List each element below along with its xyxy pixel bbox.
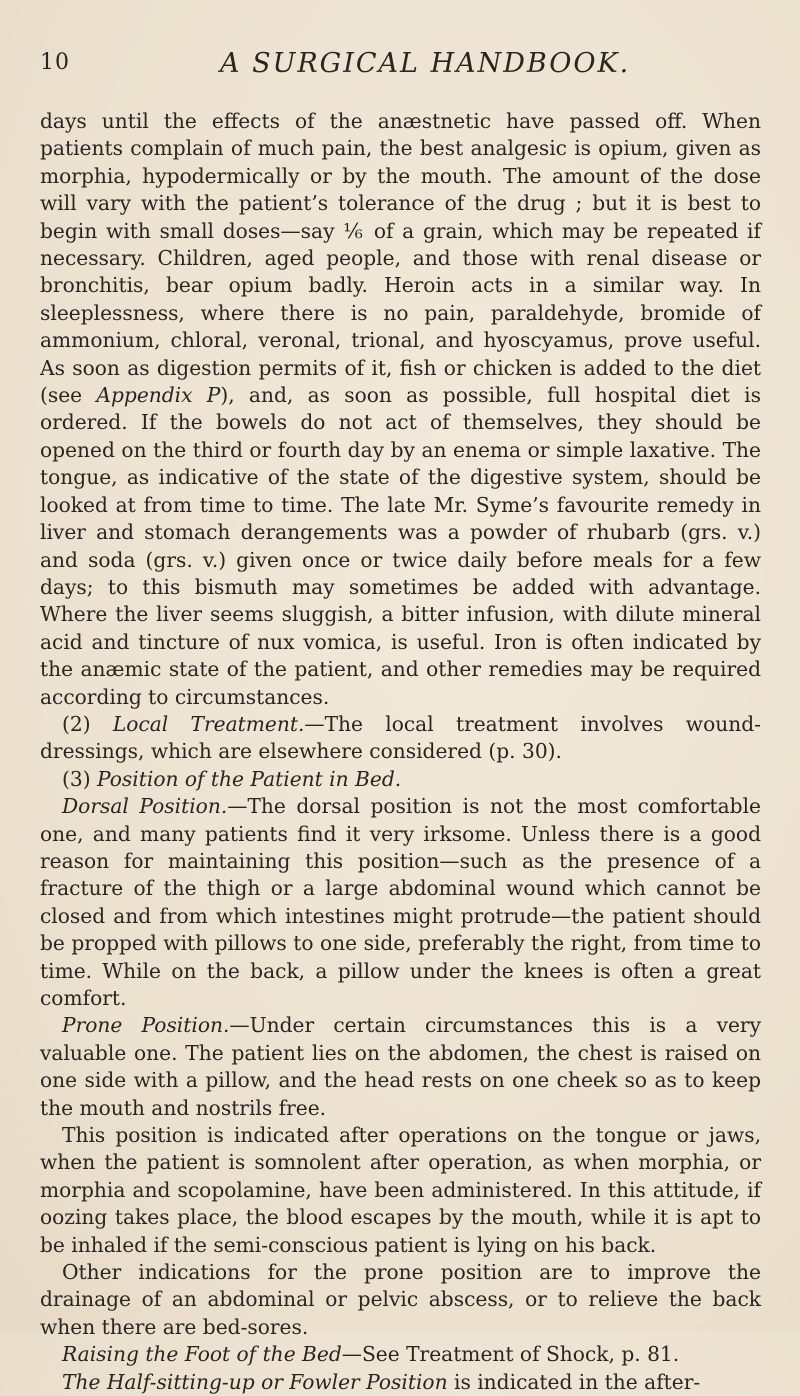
running-head xyxy=(40,50,760,90)
page-number: 10 xyxy=(40,50,70,75)
text-segment: —The dorsal position is not the most comfortable one, and many patients find it very irksome. Unless there is a good reason for maintaining this position—such as the presence of a fracture of the thigh or a large abdominal wound which cannot be closed and from which intestines might protrude—the patient should be propped with pillows to one side, preferably the right, from time to time. While on the back, a pillow under the knees is often a great comfort. xyxy=(40,794,761,1010)
subsection-heading: Dorsal Position. xyxy=(62,794,228,819)
text-segment: days until the effects of the anæstnetic have passed off. When patients complain of much pain, the best analgesic is opium, given as morphia, hypodermically or by the mouth. The amount of the dose will vary with the patient’s tolerance of the drug ; but it is best to begin with small doses—say ⅙ of a grain, which may be repeated if necessary. Children, aged people, and those with renal disease or bronchitis, bear opium badly. Heroin acts in a similar way. In sleeplessness, where there is no pain, paraldehyde, bromide of ammonium, chloral, veronal, trional, and hyoscyamus, prove useful. As soon as digestion permits of it, fish or chicken is added to the diet (see xyxy=(40,109,761,408)
paragraph-other-indications xyxy=(40,1259,761,1341)
body-text xyxy=(40,108,761,1396)
section-heading: Position of the Patient in Bed. xyxy=(97,766,402,791)
paragraph-local-treatment xyxy=(40,711,761,766)
paragraph-fowler-position xyxy=(40,1369,761,1396)
paragraph-position-heading xyxy=(40,766,761,793)
running-title: A SURGICAL HANDBOOK. xyxy=(220,48,631,79)
text-segment: ), and, as soon as possible, full hospital diet is ordered. If the bowels do not act of themselves, they should be opened on the third or fourth day by an enema or simple laxative. The tongue, as indicative of the state of the digestive system, should be looked at from time to time. The late Mr. Syme’s favourite remedy in liver and stomach derangements was a powder of rhubarb (grs. v.) and soda (grs. v.) given once or twice daily before meals for a few days; to this bismuth may sometimes be added with advantage. Where the liver seems sluggish, a bitter infusion, with dilute mineral acid and tincture of nux vomica, is useful. Iron is often indicated by the anæmic state of the patient, and other remedies may be required according to circumstances. xyxy=(40,383,761,709)
paragraph-continued xyxy=(40,108,761,711)
paragraph-prone-position xyxy=(40,1012,761,1122)
text-segment: —See Treatment of Shock, p. 81. xyxy=(341,1342,680,1367)
paragraph-prone-indications xyxy=(40,1122,761,1259)
paragraph-raising-foot xyxy=(40,1341,761,1368)
text-segment: —The local treatment involves wound-dressings, which are elsewhere considered (p. 30). xyxy=(40,711,761,764)
text-segment: —Under certain circumstances this is a very valuable one. The patient lies on the abdomen, the chest is raised on one side with a pillow, and the head rests on one cheek so as to keep the mouth and nostrils free. xyxy=(40,1013,761,1120)
subsection-heading: Prone Position. xyxy=(62,1013,230,1038)
subsection-heading: The Half-sitting-up or Fowler Position xyxy=(62,1369,448,1394)
text-segment: (3) xyxy=(62,766,98,791)
text-segment: This position is indicated after operations on the tongue or jaws, when the patient is somnolent after operation, as when morphia, or morphia and scopolamine, have been administered. In this attitude, if oozing takes place, the blood escapes by the mouth, while it is apt to be inhaled if the semi-conscious patient is lying on his back. xyxy=(40,1123,761,1257)
text-segment: Other indications for the prone position are to improve the drainage of an abdominal or pelvic abscess, or to relieve the back when there are bed-sores. xyxy=(40,1260,761,1339)
text-segment: is indicated in the after- xyxy=(447,1369,701,1394)
section-heading: Local Treatment. xyxy=(112,711,305,736)
text-segment-italic: Appendix P xyxy=(96,383,221,408)
text-segment: (2) xyxy=(62,711,113,736)
paragraph-dorsal-position xyxy=(40,793,761,1012)
subsection-heading: Raising the Foot of the Bed xyxy=(62,1342,342,1367)
